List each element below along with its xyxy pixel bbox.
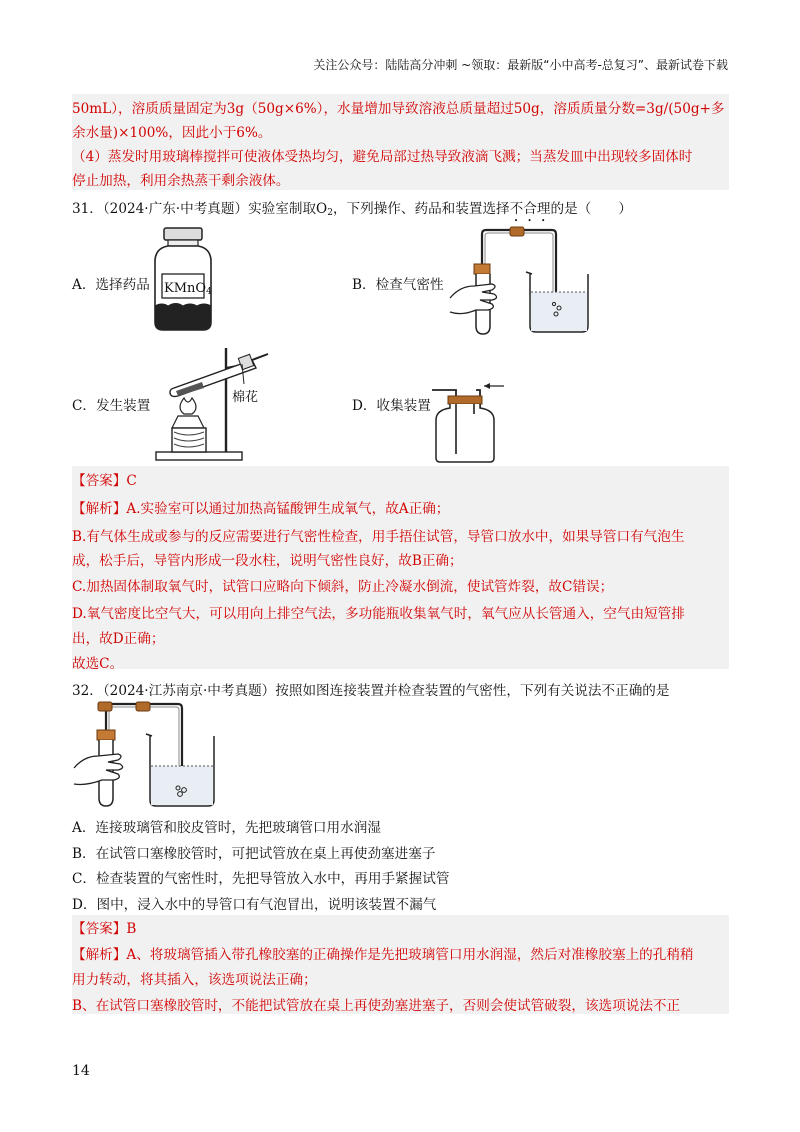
q32-option-d: D．图中，浸入水中的导管口有气泡冒出，说明该装置不漏气 — [72, 897, 437, 913]
q32-explanation-line: 【解析】A、将玻璃管插入带孔橡胶塞的正确操作是先把玻璃管口用水润湿，然后对准橡胶塞上的孔稍稍 — [72, 947, 694, 963]
option-b-label: B．检查气密性 — [352, 277, 444, 293]
page-header: 关注公众号：陆陆高分冲刺 ~领取：最新版“小中高考-总复习”、最新试卷下载 — [313, 58, 728, 72]
kmno4-bottle-illustration — [152, 226, 214, 332]
option-a-label: A．选择药品 — [72, 277, 150, 293]
gas-collection-bottle-illustration — [426, 378, 506, 464]
q31-explanation-line: 【解析】A.实验室可以通过加热高锰酸钾生成氧气，故A正确； — [72, 501, 450, 517]
airtightness-check-illustration — [446, 226, 596, 336]
reagent-label: KMnO$_4$ — [164, 281, 212, 297]
q31-explanation-line: 出，故D正确； — [72, 631, 165, 647]
question-32-stem: 32．（2024·江苏南京·中考真题）按照如图连接装置并检查装置的气密性，下列有关说法不正确的是 — [72, 683, 670, 699]
emphasis-not-reasonable: 不合理 — [509, 201, 551, 217]
page-number: 14 — [72, 1063, 90, 1079]
q32-explanation-line: 用力转动，将其插入，该选项说法正确； — [72, 972, 317, 988]
option-c-label: C．发生装置 — [72, 398, 151, 414]
q32-explanation-line: B、在试管口塞橡胶管时，不能把试管放在桌上再使劲塞进塞子，否则会使试管破裂，该选项说法不正 — [72, 998, 681, 1014]
q31-explanation-line: D.氧气密度比空气大，可以用向上排空气法，多功能瓶收集氧气时，氧气应从长管通入，空气由短管排 — [72, 606, 685, 622]
q31-explanation-line: 故选C。 — [72, 656, 124, 672]
prev-answer-line: 50mL），溶质质量固定为3g（50g×6%），水量增加导致溶液总质量超过50g，溶质质量分数=3g/(50g+多 — [72, 101, 725, 117]
q32-option-a: A．连接玻璃管和胶皮管时，先把玻璃管口用水润湿 — [72, 820, 381, 836]
q31-explanation-line: B.有气体生成或参与的反应需要进行气密性检查，用手捂住试管，导管口放水中，如果导管口有气泡生 — [72, 529, 685, 545]
prev-answer-line: （4）蒸发时用玻璃棒搅拌可使液体受热均匀，避免局部过热导致液滴飞溅；当蒸发皿中出现较多固体时 — [72, 149, 693, 165]
question-31-stem: 31．（2024·广东·中考真题）实验室制取$O_2$，下列操作、药品和装置选择不合理的是（ ） — [72, 201, 632, 218]
q32-option-b: B．在试管口塞橡胶管时，可把试管放在桌上再使劲塞进塞子 — [72, 846, 436, 862]
q31-answer: 【答案】C — [72, 473, 137, 489]
q32-option-c: C．检查装置的气密性时，先把导管放入水中，再用手紧握试管 — [72, 871, 450, 887]
q31-explanation-line: C.加热固体制取氧气时，试管口应略向下倾斜，防止冷凝水倒流，使试管炸裂，故C错误； — [72, 579, 614, 595]
prev-answer-line: 余水量)×100%，因此小于6%。 — [72, 125, 272, 141]
cotton-label: 棉花 — [232, 390, 259, 405]
q31-explanation-line: 成，松手后，导管内形成一段水柱，说明气密性良好，故B正确； — [72, 553, 463, 569]
prev-answer-line: 停止加热，利用余热蒸干剩余液体。 — [72, 173, 290, 189]
q32-airtightness-illustration — [72, 702, 222, 810]
cotton-pointer — [238, 362, 250, 386]
option-d-label: D．收集装置 — [352, 398, 431, 414]
q32-answer: 【答案】B — [72, 921, 137, 937]
